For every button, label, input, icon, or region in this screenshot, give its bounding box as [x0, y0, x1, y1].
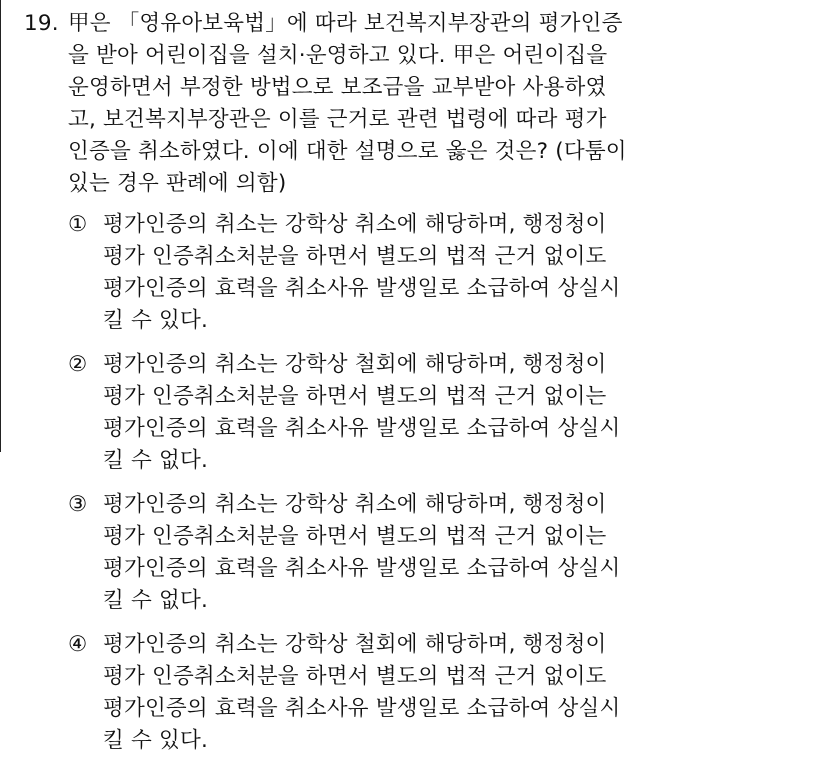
left-margin-rule	[0, 0, 1, 452]
choice-line: 평가인증의 효력을 취소사유 발생일로 소급하여 상실시	[103, 276, 621, 301]
choice-3-marker: ③	[68, 492, 88, 517]
choice-line: 평가인증의 효력을 취소사유 발생일로 소급하여 상실시	[103, 556, 621, 581]
choice-line: 평가 인증취소처분을 하면서 별도의 법적 근거 없이도	[103, 244, 607, 269]
question-stem	[24, 8, 814, 200]
choice-line: 킬 수 있다.	[103, 728, 208, 753]
choice-line: 평가인증의 효력을 취소사유 발생일로 소급하여 상실시	[103, 696, 621, 721]
stem-line: 고, 보건복지부장관은 이를 근거로 관련 법령에 따라 평가	[68, 107, 607, 132]
choice-1[interactable]	[68, 209, 814, 337]
answer-choices	[68, 209, 814, 757]
choice-line: 평가인증의 취소는 강학상 취소에 해당하며, 행정청이	[103, 212, 607, 237]
choice-line: 평가 인증취소처분을 하면서 별도의 법적 근거 없이는	[103, 524, 607, 549]
choice-3[interactable]	[68, 489, 814, 617]
choice-2-text	[103, 349, 814, 477]
choice-3-text	[103, 489, 814, 617]
choice-4-marker: ④	[68, 632, 88, 657]
choice-4-text	[103, 629, 814, 757]
choice-line: 킬 수 없다.	[103, 448, 208, 473]
stem-line: 인증을 취소하였다. 이에 대한 설명으로 옳은 것은? (다툼이	[68, 139, 627, 164]
choice-line: 평가인증의 효력을 취소사유 발생일로 소급하여 상실시	[103, 416, 621, 441]
question-stem-text	[68, 8, 814, 200]
choice-1-marker: ①	[68, 212, 88, 237]
stem-line: 甲은 「영유아보육법」에 따라 보건복지부장관의 평가인증	[68, 11, 623, 36]
choice-line: 킬 수 없다.	[103, 588, 208, 613]
question-block	[24, 8, 814, 769]
choice-line: 평가인증의 취소는 강학상 철회에 해당하며, 행정청이	[103, 632, 607, 657]
choice-1-text	[103, 209, 814, 337]
choice-2-marker: ②	[68, 352, 88, 377]
stem-line: 을 받아 어린이집을 설치·운영하고 있다. 甲은 어린이집을	[68, 43, 608, 68]
stem-line: 운영하면서 부정한 방법으로 보조금을 교부받아 사용하였	[68, 75, 607, 100]
choice-4[interactable]	[68, 629, 814, 757]
stem-line: 있는 경우 판례에 의함)	[68, 171, 287, 196]
choice-line: 평가 인증취소처분을 하면서 별도의 법적 근거 없이도	[103, 664, 607, 689]
choice-line: 평가인증의 취소는 강학상 취소에 해당하며, 행정청이	[103, 492, 607, 517]
choice-line: 평가 인증취소처분을 하면서 별도의 법적 근거 없이는	[103, 384, 607, 409]
question-number: 19.	[24, 11, 59, 36]
choice-line: 평가인증의 취소는 강학상 철회에 해당하며, 행정청이	[103, 352, 607, 377]
choice-2[interactable]	[68, 349, 814, 477]
choice-line: 킬 수 있다.	[103, 308, 208, 333]
